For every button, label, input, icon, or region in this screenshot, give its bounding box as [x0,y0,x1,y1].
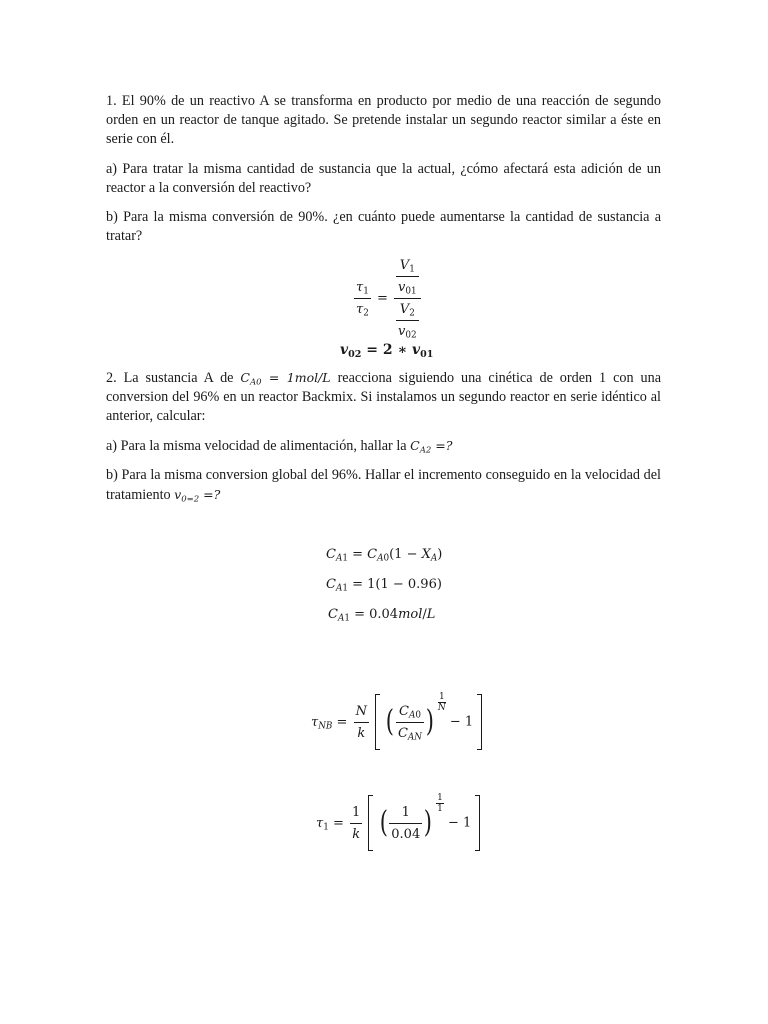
equation-ca1-result: $C_{A1} = 0.04mol/L$ [328,607,436,624]
problem-2-part-b [106,466,661,505]
problem-2-part-a [106,436,661,456]
problem-1-part-a: a) Para tratar la misma cantidad de sustancia que la actual, ¿cómo afectará esta adición de un reactor a la conversión del reactivo? [106,161,661,196]
problem-2-concentration: $C_{A0} = 1mol/L$ [240,370,331,388]
equation-ca1-definition: $C_{A1} = C_{A0}(1 - X_A)$ [326,547,443,564]
problem-1-part-b: b) Para la misma conversión de 90%. ¿en cuánto puede aumentarse la cantidad de sustancia a tratar? [106,209,661,244]
equation-tau-ratio: $\frac{\tau_1}{\tau_2}$ = $\frac{\frac{V_1}{v_{01}}}{\frac{V_2}{v_{02}}}$ [354,256,421,341]
problem-2-statement-pre: 2. La sustancia A de [106,370,234,386]
problem-2-statement [106,368,661,426]
problem-2-part-a-math: $C_{A2}$ =? [410,438,453,456]
equation-tau-nb: $\tau_{NB}$ = $\frac{N}{k}$ ( $\frac{C_{A0}}{C_{AN}}$ ) $\frac{1}{N}$ − 1 [311,694,482,750]
problem-2-part-b-text: b) Para la misma conversion global del 96%. Hallar el incremento conseguido en la velocidad del tratamiento [106,467,661,503]
equation-tau-1: $\tau_1$ = $\frac{1}{k}$ ( $\frac{1}{0.04}$ ) $\frac{1}{1}$ − 1 [316,795,480,851]
problem-2-statement-post: reacciona siguiendo una cinética de orden 1 con una conversion del 96% en un reactor Backmix. Si instalamos un segundo reactor en serie idéntico al anterior, calcular: [106,370,662,424]
problem-1-statement: 1. El 90% de un reactivo A se transforma en producto por medio de una reacción de segundo orden en un reactor de tanque agitado. Se pretende instalar un segundo reactor similar a éste en serie con él. [106,93,661,147]
problem-2-part-b-math: $v_{0=2}$ =? [174,487,221,505]
problem-2-part-a-text: a) Para la misma velocidad de alimentación, hallar la [106,438,407,454]
equation-flow-relation: $v_{02} = 2$ ∗ $v_{01}$ [340,342,434,360]
equation-ca1-substitution: $C_{A1} = 1(1 - 0.96)$ [326,577,442,594]
